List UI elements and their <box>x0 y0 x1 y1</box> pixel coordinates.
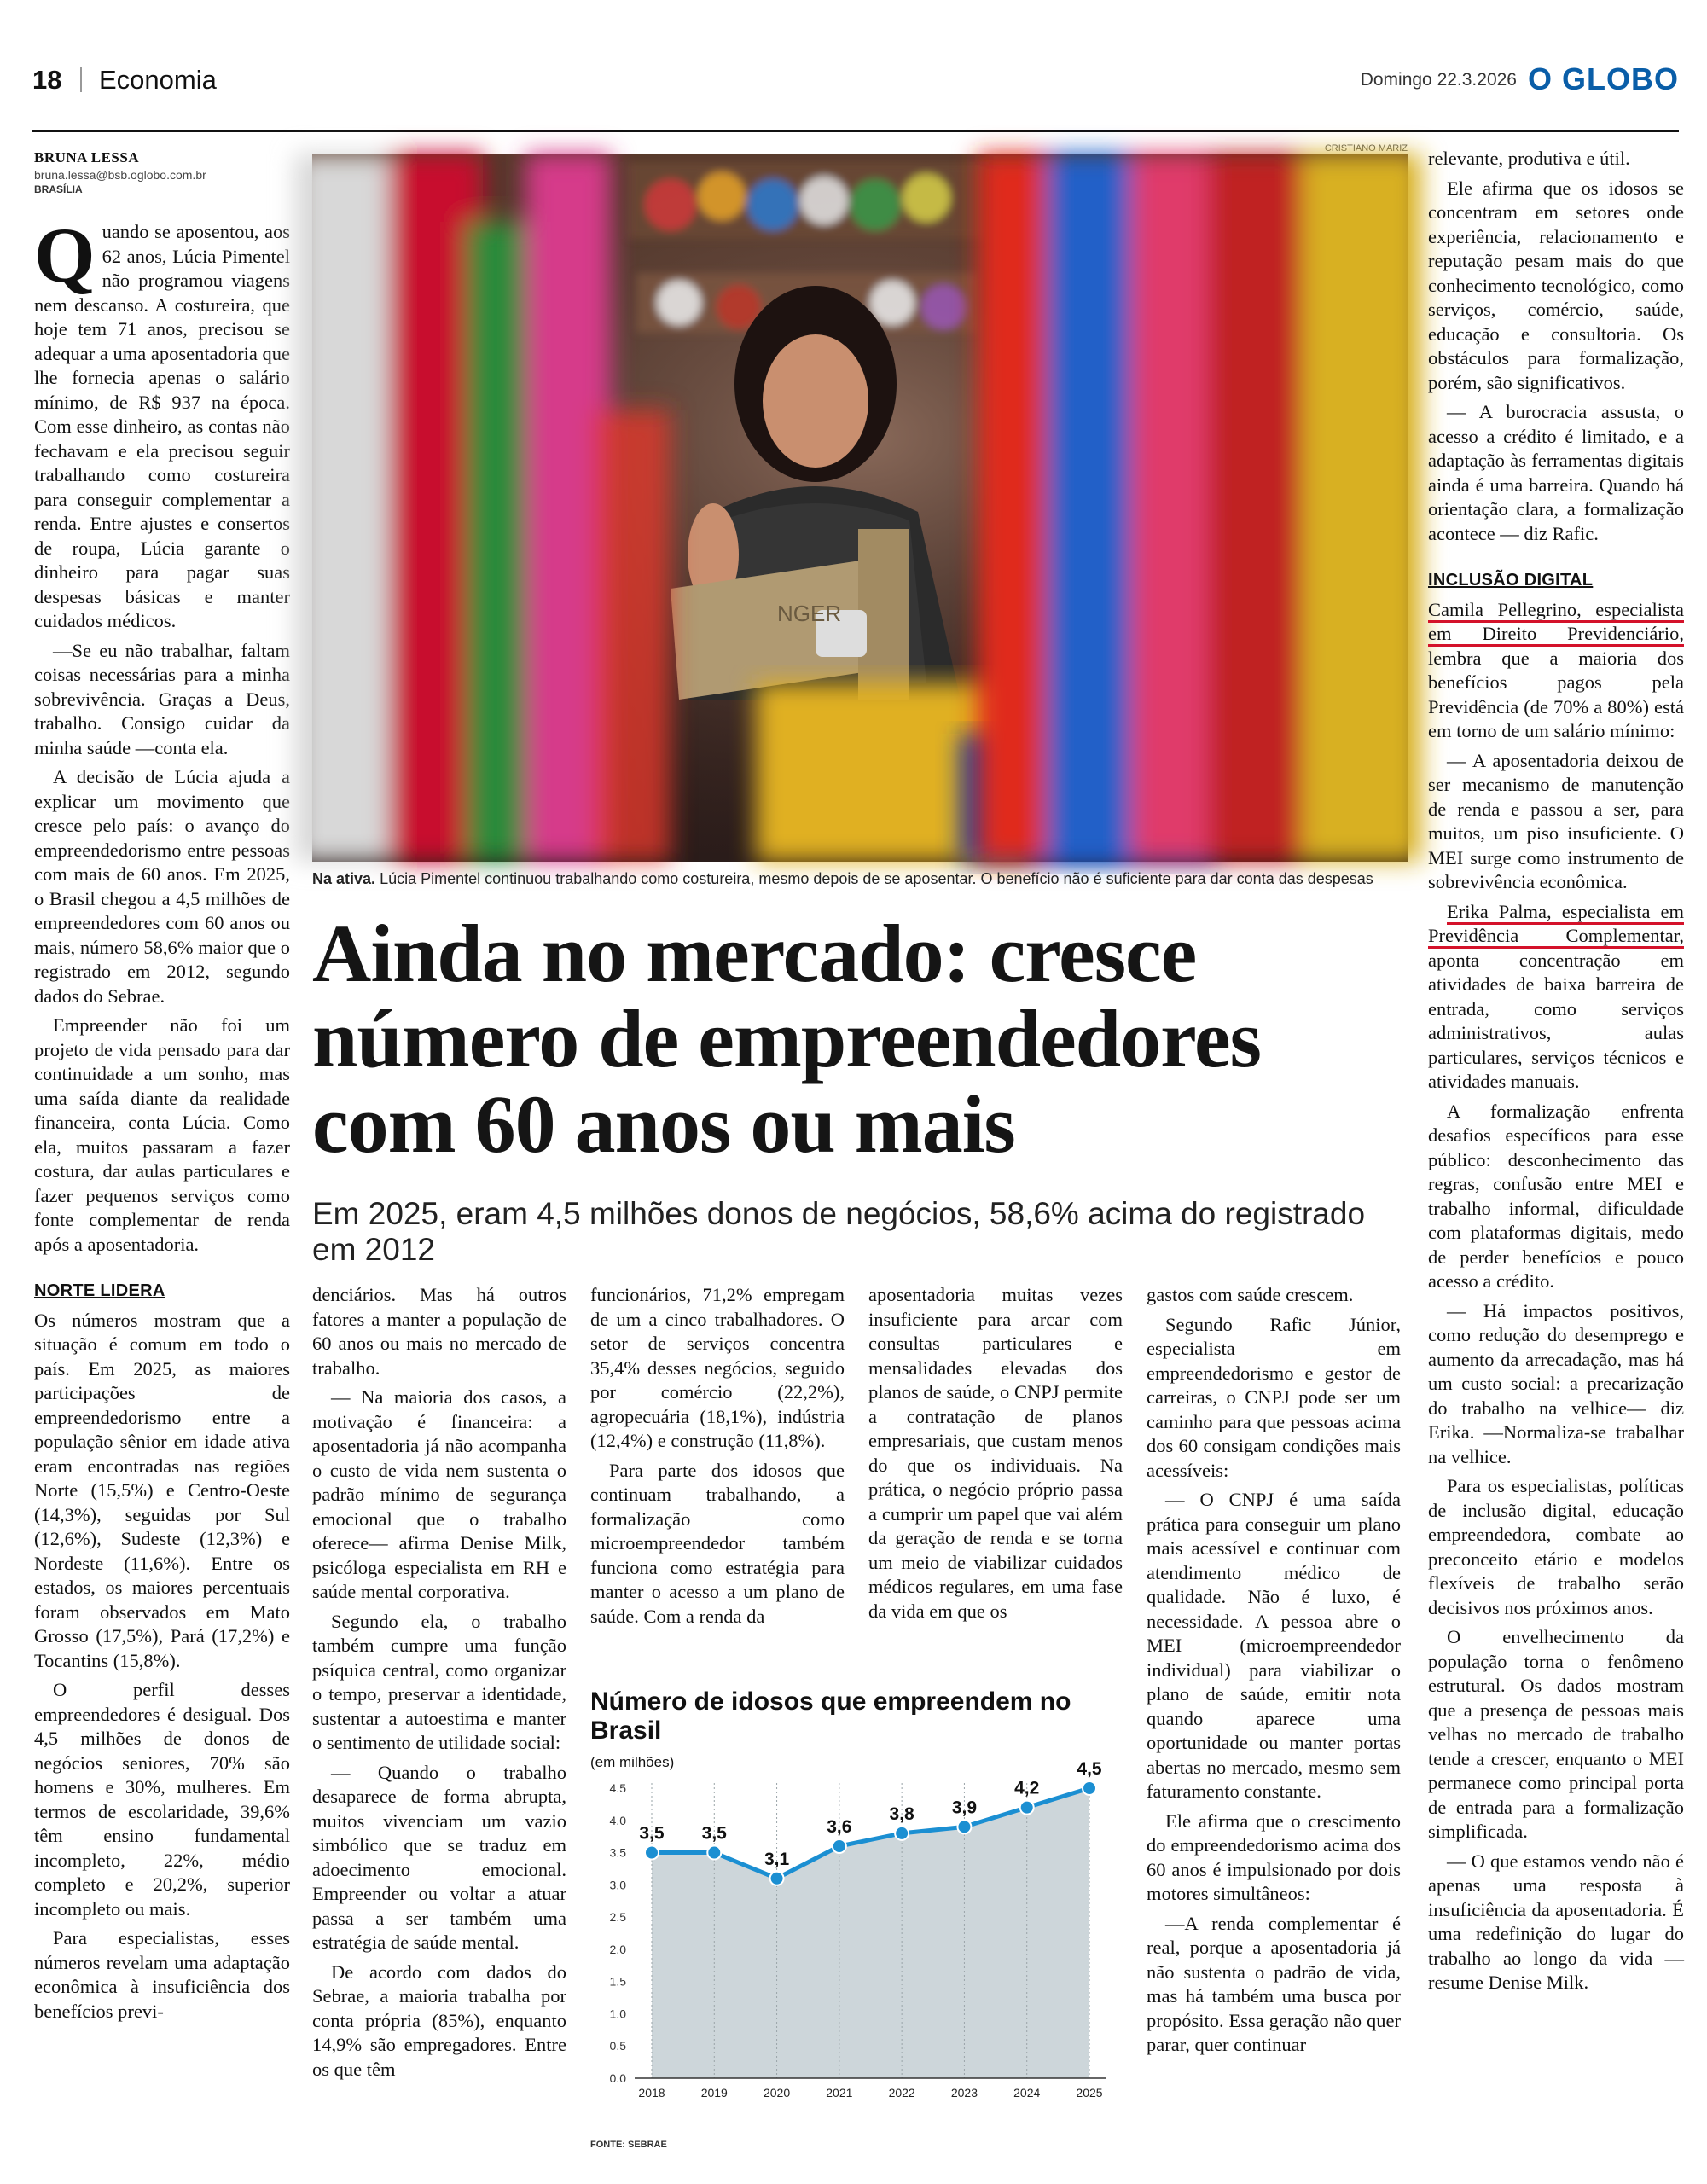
paragraph: gastos com saúde crescem. <box>1147 1284 1354 1305</box>
section-name: Economia <box>99 65 217 95</box>
paragraph: Segundo ela, o trabalho também cumpre uma função psíquica central, como organizar o tempo, preservar a identidade, sustentar a autoestima e manter o sentimento de utilidade social: <box>312 1610 566 1753</box>
chart-x-tick-label: 2020 <box>763 2086 791 2100</box>
paragraph: denciários. Mas há outros fatores a manter a população de 60 anos ou mais no mercado de trabalho. <box>312 1284 566 1379</box>
chart-x-tick-label: 2024 <box>1013 2086 1041 2100</box>
paragraph: — Na maioria dos casos, a motivação é financeira: a aposentadoria já não acompanha o custo de vida nem sustenta o padrão mínimo de segurança emocional que o trabalho oferece— afirma Denise Milk, psicóloga especialista em RH e saúde mental corporativa. <box>312 1386 566 1602</box>
paragraph: aposentadoria muitas vezes insuficiente para arcar com consultas particulares e mensalidades elevadas dos planos de saúde, o CNPJ permite a contratação de planos empresariais, que custam menos do que os individuais. Na prática, o negócio próprio passa a cumprir um papel que vai além da geração de renda e se torna um meio de viabilizar cuidados médicos regulares, em uma fase da vida em que os <box>868 1284 1123 1622</box>
paragraph: — Quando o trabalho desaparece de forma abrupta, muitos vivenciam um vazio simbólico que se traduz em adoecimento emocional. Empreender ou voltar a atuar passa a ser também uma estratégia de saúde mental. <box>312 1761 566 1953</box>
chart-data-label: 4,2 <box>1014 1778 1040 1798</box>
chart-data-point <box>1083 1781 1096 1795</box>
chart-y-tick-label: 1.0 <box>609 2007 626 2021</box>
chart-x-tick-label: 2023 <box>950 2086 978 2100</box>
paragraph <box>1428 900 1684 1095</box>
chart-y-tick-label: 1.5 <box>609 1974 626 1989</box>
paragraph: Ele afirma que o crescimento do empreendedorismo acima dos 60 anos é impulsionado por dois motores simultâneos: <box>1147 1809 1401 1904</box>
article-column-right <box>1428 147 1684 1995</box>
article-column-2 <box>312 1283 566 2082</box>
chart-y-tick-label: 2.0 <box>609 1942 626 1956</box>
chart-data-label: 3,9 <box>951 1798 978 1818</box>
chart-x-tick-label: 2018 <box>638 2086 665 2100</box>
chart-data-label: 3,6 <box>827 1817 852 1837</box>
newspaper-logo: O GLOBO <box>1528 61 1679 96</box>
chart-data-point <box>895 1827 909 1840</box>
photo-credit: CRISTIANO MARIZ <box>1324 143 1408 154</box>
machine-brand-text: NGER <box>777 601 842 626</box>
paragraph: Segundo Rafic Júnior, especialista em empreendedorismo e gestor de carreiras, o CNPJ pode ser um caminho para que pessoas acima dos 60 consigam condições mais acessíveis: <box>1147 1313 1401 1481</box>
chart-data-point <box>707 1846 721 1860</box>
caption-lead: Na ativa. <box>312 870 376 887</box>
paragraph: Empreender não foi um projeto de vida pensado para dar continuidade a um sonho, mas uma saída diante da realidade financeira, conta Lúcia. Como ela, muitos passaram a fazer costura, dar aulas particulares e fazer pequenos serviços como fonte complementar de renda após a aposentadoria. <box>34 1014 290 1255</box>
paragraph: relevante, produtiva e útil. <box>1428 148 1630 169</box>
photo-illustration <box>312 154 1408 862</box>
chart-data-label: 3,5 <box>701 1823 727 1844</box>
chart-unit-label: (em milhões) <box>590 1754 675 1770</box>
chart-data-point <box>770 1872 784 1885</box>
article-column-4 <box>868 1283 1123 1623</box>
chart-data-point <box>645 1846 659 1860</box>
chart-y-tick-label: 0.5 <box>609 2039 626 2053</box>
paragraph <box>34 212 290 634</box>
paragraph: — A burocracia assusta, o acesso a crédito é limitado, e a adaptação às ferramentas digitais ainda é uma barreira. Quando há orientação clara, a formalização acontece — diz Rafic. <box>1428 401 1684 544</box>
author-email: bruna.lessa@bsb.oglobo.com.br <box>34 168 206 182</box>
paragraph-text: lembra que a maioria dos benefícios pagos pela Previdência (de 70% a 80%) está em torno de um salário mínimo: <box>1428 647 1684 741</box>
chart-source: FONTE: SEBRAE <box>590 2140 667 2150</box>
paragraph: — O CNPJ é uma saída prática para conseguir um plano mais acessível e continuar com atendimento médico de qualidade. Não é luxo, é necessidade. A pessoa abre o MEI (microempreendedor individual) para viabilizar o plano de saúde, emitir nota quando aparece uma oportunidade ou manter portas abertas no mercado, mesmo sem faturamento constante. <box>1147 1489 1401 1802</box>
chart-y-tick-label: 3.5 <box>609 1845 626 1860</box>
paragraph: Os números mostram que a situação é comum em todo o país. Em 2025, as maiores participações de empreendedorismo entre a população sênior em idade ativa eram encontradas nas regiões Norte (15,5%) e Centro-Oeste (14,3%), seguidas por Sul (12,6%), Sudeste (12,3%) e Nordeste (11,6%). Entre os estados, os maiores percentuais foram observados em Mato Grosso (17,5%), Pará (17,2%) e Tocantins (15,8%). <box>34 1309 290 1671</box>
chart-idosos-empreendedores <box>590 1687 1123 2148</box>
subhead-norte-lidera: NORTE LIDERA <box>34 1281 165 1300</box>
paragraph: Para especialistas, esses números revelam uma adaptação econômica à insuficiência dos benefícios previ- <box>34 1927 290 2022</box>
highlighted-source-erika: Erika Palma, especialista em Previdência Complementar, <box>1428 900 1684 946</box>
subhead-inclusao-digital: INCLUSÃO DIGITAL <box>1428 571 1594 590</box>
photo-caption <box>312 870 1408 888</box>
chart-data-point <box>1020 1801 1034 1815</box>
drop-cap: Q <box>34 212 96 299</box>
article-column-5 <box>1147 1283 1401 2058</box>
chart-x-tick-label: 2025 <box>1076 2086 1103 2100</box>
paragraph: — O que estamos vendo não é apenas uma resposta à insuficiência da aposentadoria. É uma redefinição do lugar do trabalho ao longo da vida —resume Denise Milk. <box>1428 1850 1684 1993</box>
chart-x-tick-label: 2022 <box>888 2086 915 2100</box>
paragraph: funcionários, 71,2% empregam de um a cinco trabalhadores. O setor de serviços concentra 35,4% desses negócios, seguido por comércio (22,2%), agropecuária (18,1%), indústria (12,4%) e construção (11,8%). <box>590 1284 845 1451</box>
chart-data-point <box>957 1820 971 1833</box>
chart-data-label: 3,5 <box>639 1823 665 1844</box>
header-divider <box>80 67 82 92</box>
paragraph: —Se eu não trabalhar, faltam coisas necessárias para a minha sobrevivência. Graças a Deus, trabalho. Consigo cuidar da minha saúde —conta ela. <box>34 639 290 758</box>
page-number: 18 <box>32 65 62 95</box>
subheadline: Em 2025, eram 4,5 milhões donos de negócios, 58,6% acima do registrado em 2012 <box>312 1196 1366 1267</box>
article-column-left <box>34 212 290 2024</box>
paragraph: A decisão de Lúcia ajuda a explicar um movimento que cresce pelo país: o avanço do empreendedorismo entre pessoas com mais de 60 anos. Em 2025, o Brasil chegou a 4,5 milhões de empreendedores com 60 anos ou mais, número 58,6% maior que o registrado em 2012, segundo dados do Sebrae. <box>34 766 290 1007</box>
paragraph: O perfil desses empreendedores é desigual. Dos 4,5 milhões de donos de negócios seniores, 70% são homens e 30%, mulheres. Em termos de escolaridade, 39,6% têm ensino fundamental incompleto, 22%, médio completo e 20,2%, superior incompleto ou mais. <box>34 1679 290 1920</box>
paragraph: —A renda complementar é real, porque a aposentadoria já não sustenta o padrão de vida, mas há também uma busca por propósito. Essa geração não quer parar, quer continuar <box>1147 1912 1401 2055</box>
chart-y-tick-label: 0.0 <box>609 2071 626 2085</box>
chart-x-tick-label: 2019 <box>700 2086 728 2100</box>
byline <box>34 149 307 195</box>
chart-y-tick-label: 2.5 <box>609 1910 626 1925</box>
paragraph: — Há impactos positivos, como redução do desemprego e aumento da arrecadação, mas há um custo social: a precarização do trabalho na velhice— diz Erika. —Normaliza-se trabalhar na velhice. <box>1428 1299 1684 1467</box>
paragraph: — A aposentadoria deixou de ser mecanismo de manutenção de renda e passou a ser, para muitos, um piso insuficiente. O MEI surge como instrumento de sobrevivência econômica. <box>1428 749 1684 892</box>
paragraph: O envelhecimento da população torna o fenômeno estrutural. Os dados mostram que a presença de pessoas mais velhas no mercado de trabalho tende a crescer, enquanto o MEI permanece como principal porta de entrada para a formalização simplificada. <box>1428 1626 1684 1842</box>
author-name: BRUNA LESSA <box>34 149 140 166</box>
paragraph-text: aponta concentração em atividades de baixa barreira de entrada, como serviços administrativos, aulas particulares, serviços técnicos e atividades manuais. <box>1428 949 1684 1092</box>
header-rule <box>32 130 1679 132</box>
article-photo <box>312 154 1408 862</box>
chart-data-label: 4,5 <box>1077 1759 1102 1779</box>
caption-text: Lúcia Pimentel continuou trabalhando como costureira, mesmo depois de se aposentar. O benefício não é suficiente para dar conta das despesas <box>380 870 1373 887</box>
chart-x-tick-label: 2021 <box>826 2086 853 2100</box>
issue-date: Domingo 22.3.2026 <box>1360 70 1517 90</box>
highlighted-source-camila: Camila Pellegrino, especialista em Direito Previdenciário, <box>1428 598 1684 644</box>
chart-data-label: 3,8 <box>889 1804 914 1824</box>
dateline-city: BRASÍLIA <box>34 183 83 195</box>
chart-data-label: 3,1 <box>764 1849 790 1869</box>
chart-y-tick-label: 4.0 <box>609 1813 626 1827</box>
chart-y-tick-label: 3.0 <box>609 1878 626 1892</box>
article-column-3 <box>590 1283 845 1629</box>
chart-title: Número de idosos que empreendem no Brasil <box>590 1687 1071 1745</box>
paragraph: Ele afirma que os idosos se concentram em setores onde experiência, relacionamento e reputação pesam mais do que conhecimento tecnológico, como serviços, comércio, saúde, educação e consultoria. Os obstáculos para formalização, porém, são significativos. <box>1428 177 1684 393</box>
page-header <box>32 60 1679 107</box>
paragraph: A formalização enfrenta desafios específicos para esse público: desconhecimento das regras, confusão entre MEI e trabalho informal, dificuldade com plataformas digitais, medo de perder benefícios e pouco acesso a crédito. <box>1428 1100 1684 1292</box>
paragraph: Para parte dos idosos que continuam trabalhando, a formalização como microempreendedor também funciona como estratégia para manter o acesso a um plano de saúde. Com a renda da <box>590 1459 845 1627</box>
paragraph <box>1428 598 1684 744</box>
headline: Ainda no mercado: cresce número de empreendedores com 60 anos ou mais <box>312 908 1261 1170</box>
chart-data-point <box>833 1839 846 1853</box>
paragraph: De acordo com dados do Sebrae, a maioria trabalha por conta própria (85%), enquanto 14,9% são empregadores. Entre os que têm <box>312 1960 566 2080</box>
paragraph-text: uando se aposentou, aos 62 anos, Lúcia Pimentel não programou viagens nem descanso. A costureira, que hoje tem 71 anos, precisou se adequar a uma aposentadoria que lhe fornecia apenas o salário mínimo, de R$ 937 na época. Com esse dinheiro, as contas não fechavam e ela precisou seguir trabalhando como costureira para conseguir complementar a renda. Entre ajustes e consertos de roupa, Lúcia garante o dinheiro para pagar suas despesas básicas e manter cuidados médicos. <box>34 221 290 631</box>
chart-y-tick-label: 4.5 <box>609 1781 626 1795</box>
paragraph: Para os especialistas, políticas de inclusão digital, educação empreendedora, combate ao preconceito etário e modelos flexíveis de trabalho serão decisivos nos próximos anos. <box>1428 1475 1684 1618</box>
